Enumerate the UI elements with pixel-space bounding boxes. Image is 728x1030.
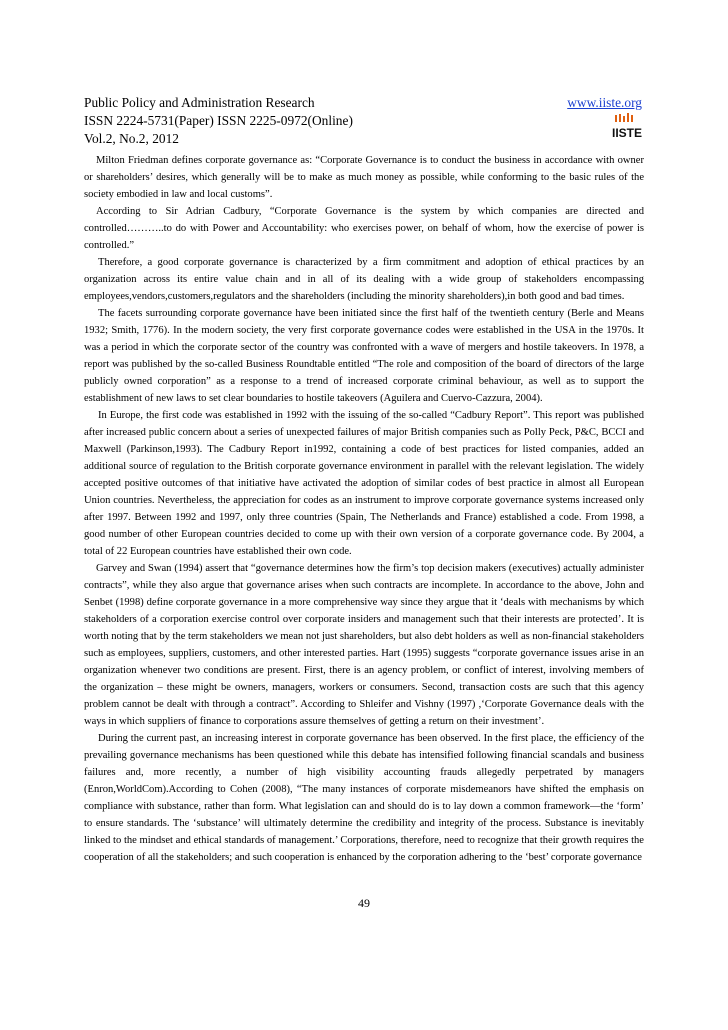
paragraph-good-governance: Therefore, a good corporate governance is characterized by a firm commitment and adoption of ethical practices by an organization across its entire value chain and in all of its dealing with a wide group of stakeholders encompassing employees,vendors,customers,regulators and the shareholders (including the minority shareholders),in both good and bad times.	[84, 257, 644, 302]
paragraph-cadbury: According to Sir Adrian Cadbury, “Corporate Governance is the system by which companies are directed and controlled………..to do with Power and Accountability: who exercises power, on behalf of whom, how the exercise of power is controlled.”	[84, 206, 644, 251]
journal-volume: Vol.2, No.2, 2012	[84, 131, 179, 146]
logo-lettering: IISTE	[612, 126, 642, 140]
journal-header	[84, 94, 644, 148]
journal-title: Public Policy and Administration Research	[84, 95, 315, 110]
paragraph-garvey-swan: Garvey and Swan (1994) assert that “governance determines how the firm’s top decision makers (executives) actually administer contracts”, while they also argue that governance arises when such contracts are incomplete. In accordance to the above, John and Senbet (1998) define corporate governance in a more comprehensive way since they argue that it ‘deals with mechanisms by which stakeholders of a corporation exercise control over corporate insiders and management such that their interests are protected’. It is worth noting that by the term stakeholders we mean not just shareholders, but also debt holders as well as non-financial stakeholders such as employees, suppliers, customers, and other interested parties. Hart (1995) suggests “corporate governance issues arise in an organization whenever two conditions are present. First, there is an agency problem, or conflict of interest, involving members of the organization – these might be owners, managers, workers or consumers. Second, transaction costs are such that this agency problem cannot be dealt with through a contract”. According to Shleifer and Vishny (1997) ,‘Corporate Governance deals with the ways in which suppliers of finance to corporations assure themselves of getting a return on their investment’.	[84, 563, 644, 727]
page-number: 49	[358, 896, 370, 910]
paragraph-friedman: Milton Friedman defines corporate governance as: “Corporate Governance is to conduct the business in accordance with owner or shareholders’ desires, which generally will be to make as much money as possible, while conforming to the basic rules of the society embodied in law and local customs”.	[84, 155, 644, 200]
iiste-logo	[612, 113, 642, 141]
article-body	[84, 152, 644, 866]
journal-issn: ISSN 2224-5731(Paper) ISSN 2225-0972(Online)	[84, 113, 353, 128]
journal-url-link[interactable]: www.iiste.org	[567, 95, 642, 110]
paragraph-europe: In Europe, the first code was established in 1992 with the issuing of the so-called “Cadbury Report”. This report was published after increased public concern about a series of unexpected failures of major British companies such as Polly Peck, P&C, BCCI and Maxwell (Parkinson,1993). The Cadbury Report in1992, containing a code of best practices for listed companies, added an additional source of regulation to the British corporate governance environment in parallel with the relevant legislation. The widely accepted positive outcomes of that initiative have activated the adoption of similar codes of best practice in almost all European Union countries. Nevertheless, the appreciation for codes as an instrument to improve corporate governance systems increased only after 1997. Between 1992 and 1997, only three countries (Spain, The Netherlands and France) established a code. From 1998, a good number of other European countries decided to come up with their own version of a corporate governance code. By 2004, a total of 22 European countries have established their own code.	[84, 410, 644, 557]
paragraph-facets: The facets surrounding corporate governance have been initiated since the first half of the twentieth century (Berle and Means 1932; Smith, 1776). In the modern society, the very first corporate governance codes were established in the USA in the 1970s. It was a period in which the corporate sector of the country was confronted with a wave of mergers and hostile takeovers. In 1978, a report was published by the so-called Business Roundtable entitled “The role and composition of the board of directors of the large publicly owned corporation” as a response to a trend of increased corporate criminal behaviour, as well as to support the establishment of new laws to set clear boundaries to hostile takeovers (Aguilera and Cuervo-Cazzura, 2004).	[84, 308, 644, 404]
paragraph-current-past: During the current past, an increasing interest in corporate governance has been observed. In the first place, the efficiency of the prevailing governance mechanisms has been questioned while this debate has intensified following financial scandals and business failures and, more recently, a number of high visibility accounting frauds allegedly perpetrated by managers (Enron,WorldCom).According to Cohen (2008), “The many instances of corporate misdemeanors have shifted the emphasis on compliance with substance, rather than form. What legislation can and should do is to lay down a common framework—the ‘form’ to ensure standards. The ‘substance’ will ultimately determine the credibility and integrity of the process. Substance is inevitably linked to the mindset and ethical standards of management.’ Corporations, therefore, need to recognize that their growth requires the cooperation of all the stakeholders; and such cooperation is enhanced by the corporation adhering to the ‘best’ corporate governance	[84, 733, 644, 863]
